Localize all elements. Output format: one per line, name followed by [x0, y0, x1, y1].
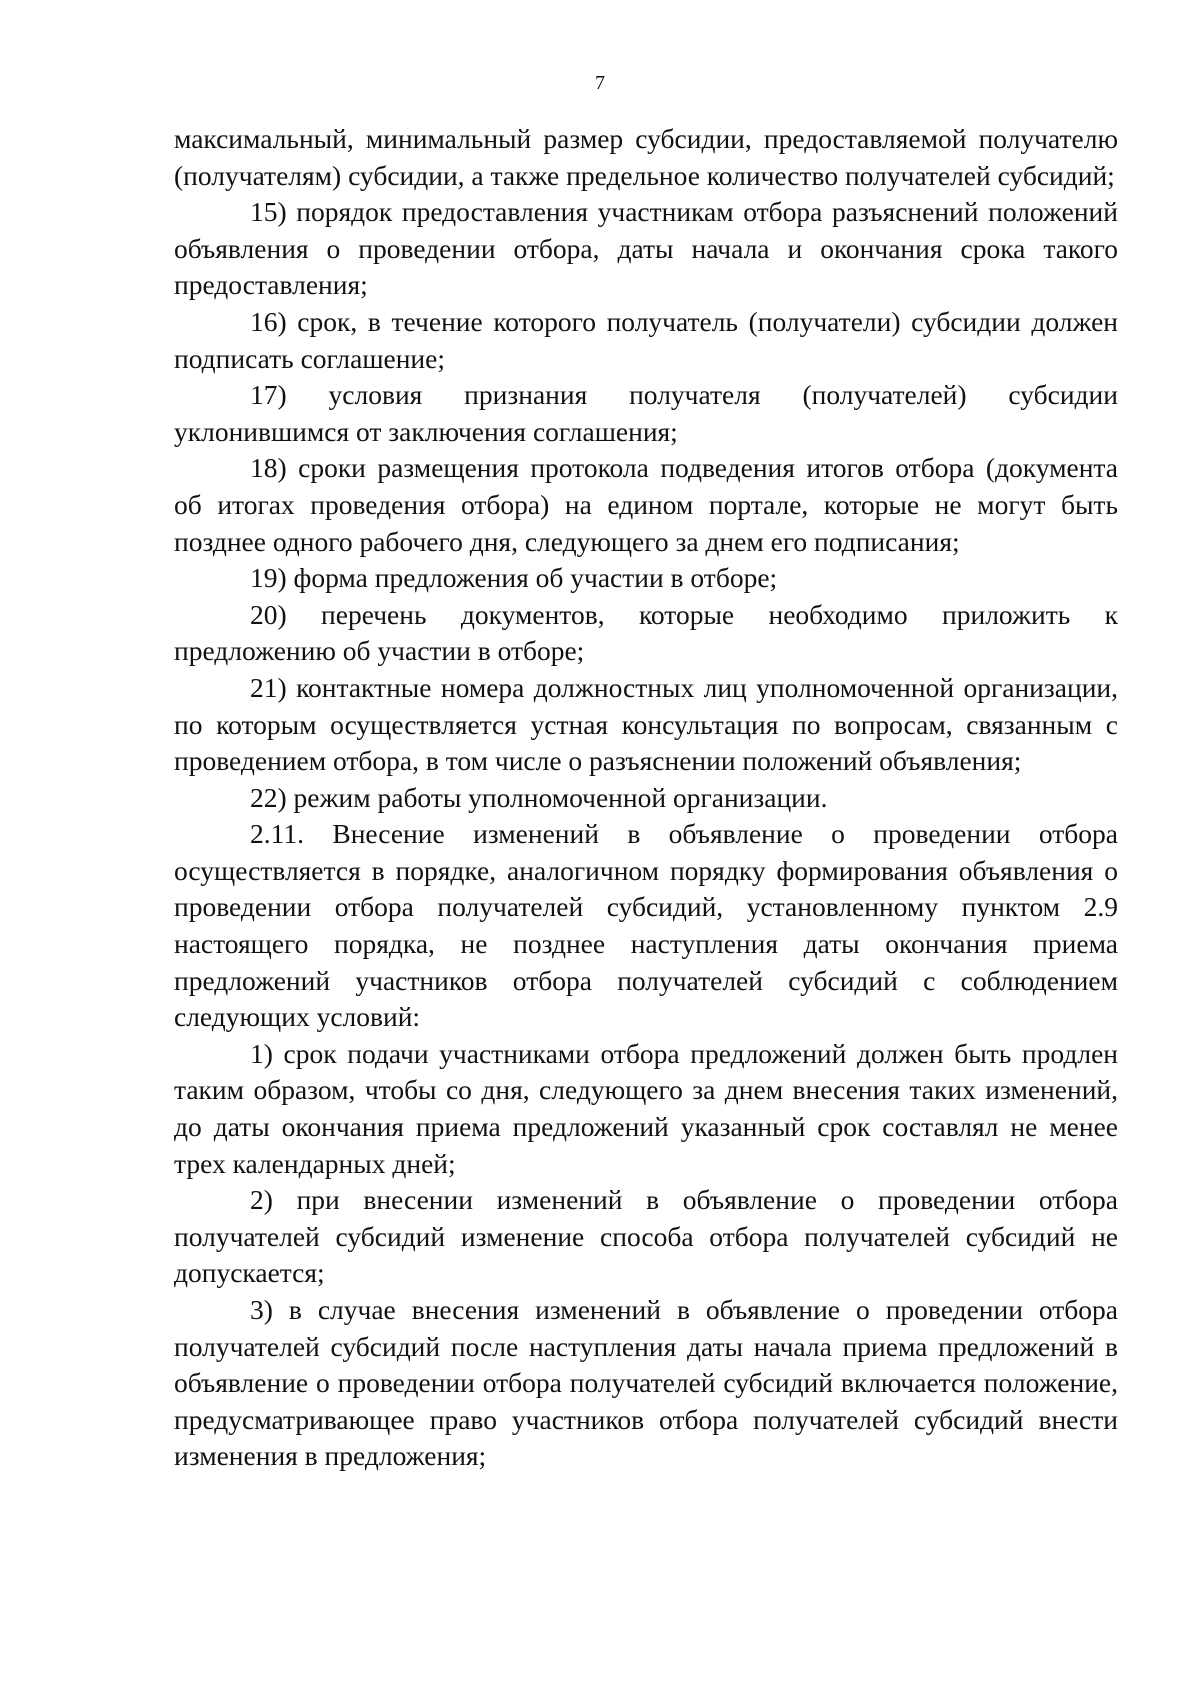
paragraph-item-15: 15) порядок предоставления участникам отбора разъяснений положений объявления о проведении отбора, даты начала и окончания срока такого предоставления; [174, 196, 1118, 301]
paragraph-continuation: максимальный, минимальный размер субсидии, предоставляемой получателю (получателям) субсидии, а также предельное количество получателей субсидий; [174, 123, 1118, 191]
paragraph-condition-2: 2) при внесении изменений в объявление о проведении отбора получателей субсидий изменение способа отбора получателей субсидий не допускается; [174, 1184, 1118, 1289]
paragraph-item-18: 18) сроки размещения протокола подведения итогов отбора (документа об итогах проведения отбора) на едином портале, которые не могут быть позднее одного рабочего дня, следующего за днем его подписания; [174, 452, 1118, 557]
paragraph-item-17: 17) условия признания получателя (получателей) субсидии уклонившимся от заключения соглашения; [174, 379, 1118, 447]
body-text [174, 121, 1118, 1475]
page-number: 7 [595, 72, 605, 94]
paragraph-section-2-11: 2.11. Внесение изменений в объявление о проведении отбора осуществляется в порядке, аналогичном порядку формирования объявления о проведении отбора получателей субсидий, установленному пунктом 2.9 настоящего порядка, не позднее наступления даты окончания приема предложений участников отбора получателей субсидий с соблюдением следующих условий: [174, 818, 1118, 1033]
paragraph-item-20: 20) перечень документов, которые необходимо приложить к предложению об участии в отборе; [174, 598, 1118, 667]
paragraph-condition-3: 3) в случае внесения изменений в объявление о проведении отбора получателей субсидий после наступления даты начала приема предложений в объявление о проведении отбора получателей субсидий включается положение, предусматривающее право участников отбора получателей субсидий внести изменения в предложения; [174, 1294, 1118, 1472]
paragraph-item-21: 21) контактные номера должностных лиц уполномоченной организации, по которым осуществляется устная консультация по вопросам, связанным с проведением отбора, в том числе о разъяснении положений объявления; [174, 671, 1118, 777]
paragraph-item-22: 22) режим работы уполномоченной организации. [250, 781, 828, 813]
paragraph-condition-1: 1) срок подачи участниками отбора предложений должен быть продлен таким образом, чтобы со дня, следующего за днем внесения таких изменений, до даты окончания приема предложений указанный срок составлял не менее трех календарных дней; [174, 1037, 1118, 1179]
paragraph-item-19: 19) форма предложения об участии в отборе; [250, 562, 778, 594]
paragraph-item-16: 16) срок, в течение которого получатель (получатели) субсидии должен подписать соглашение; [174, 305, 1118, 374]
